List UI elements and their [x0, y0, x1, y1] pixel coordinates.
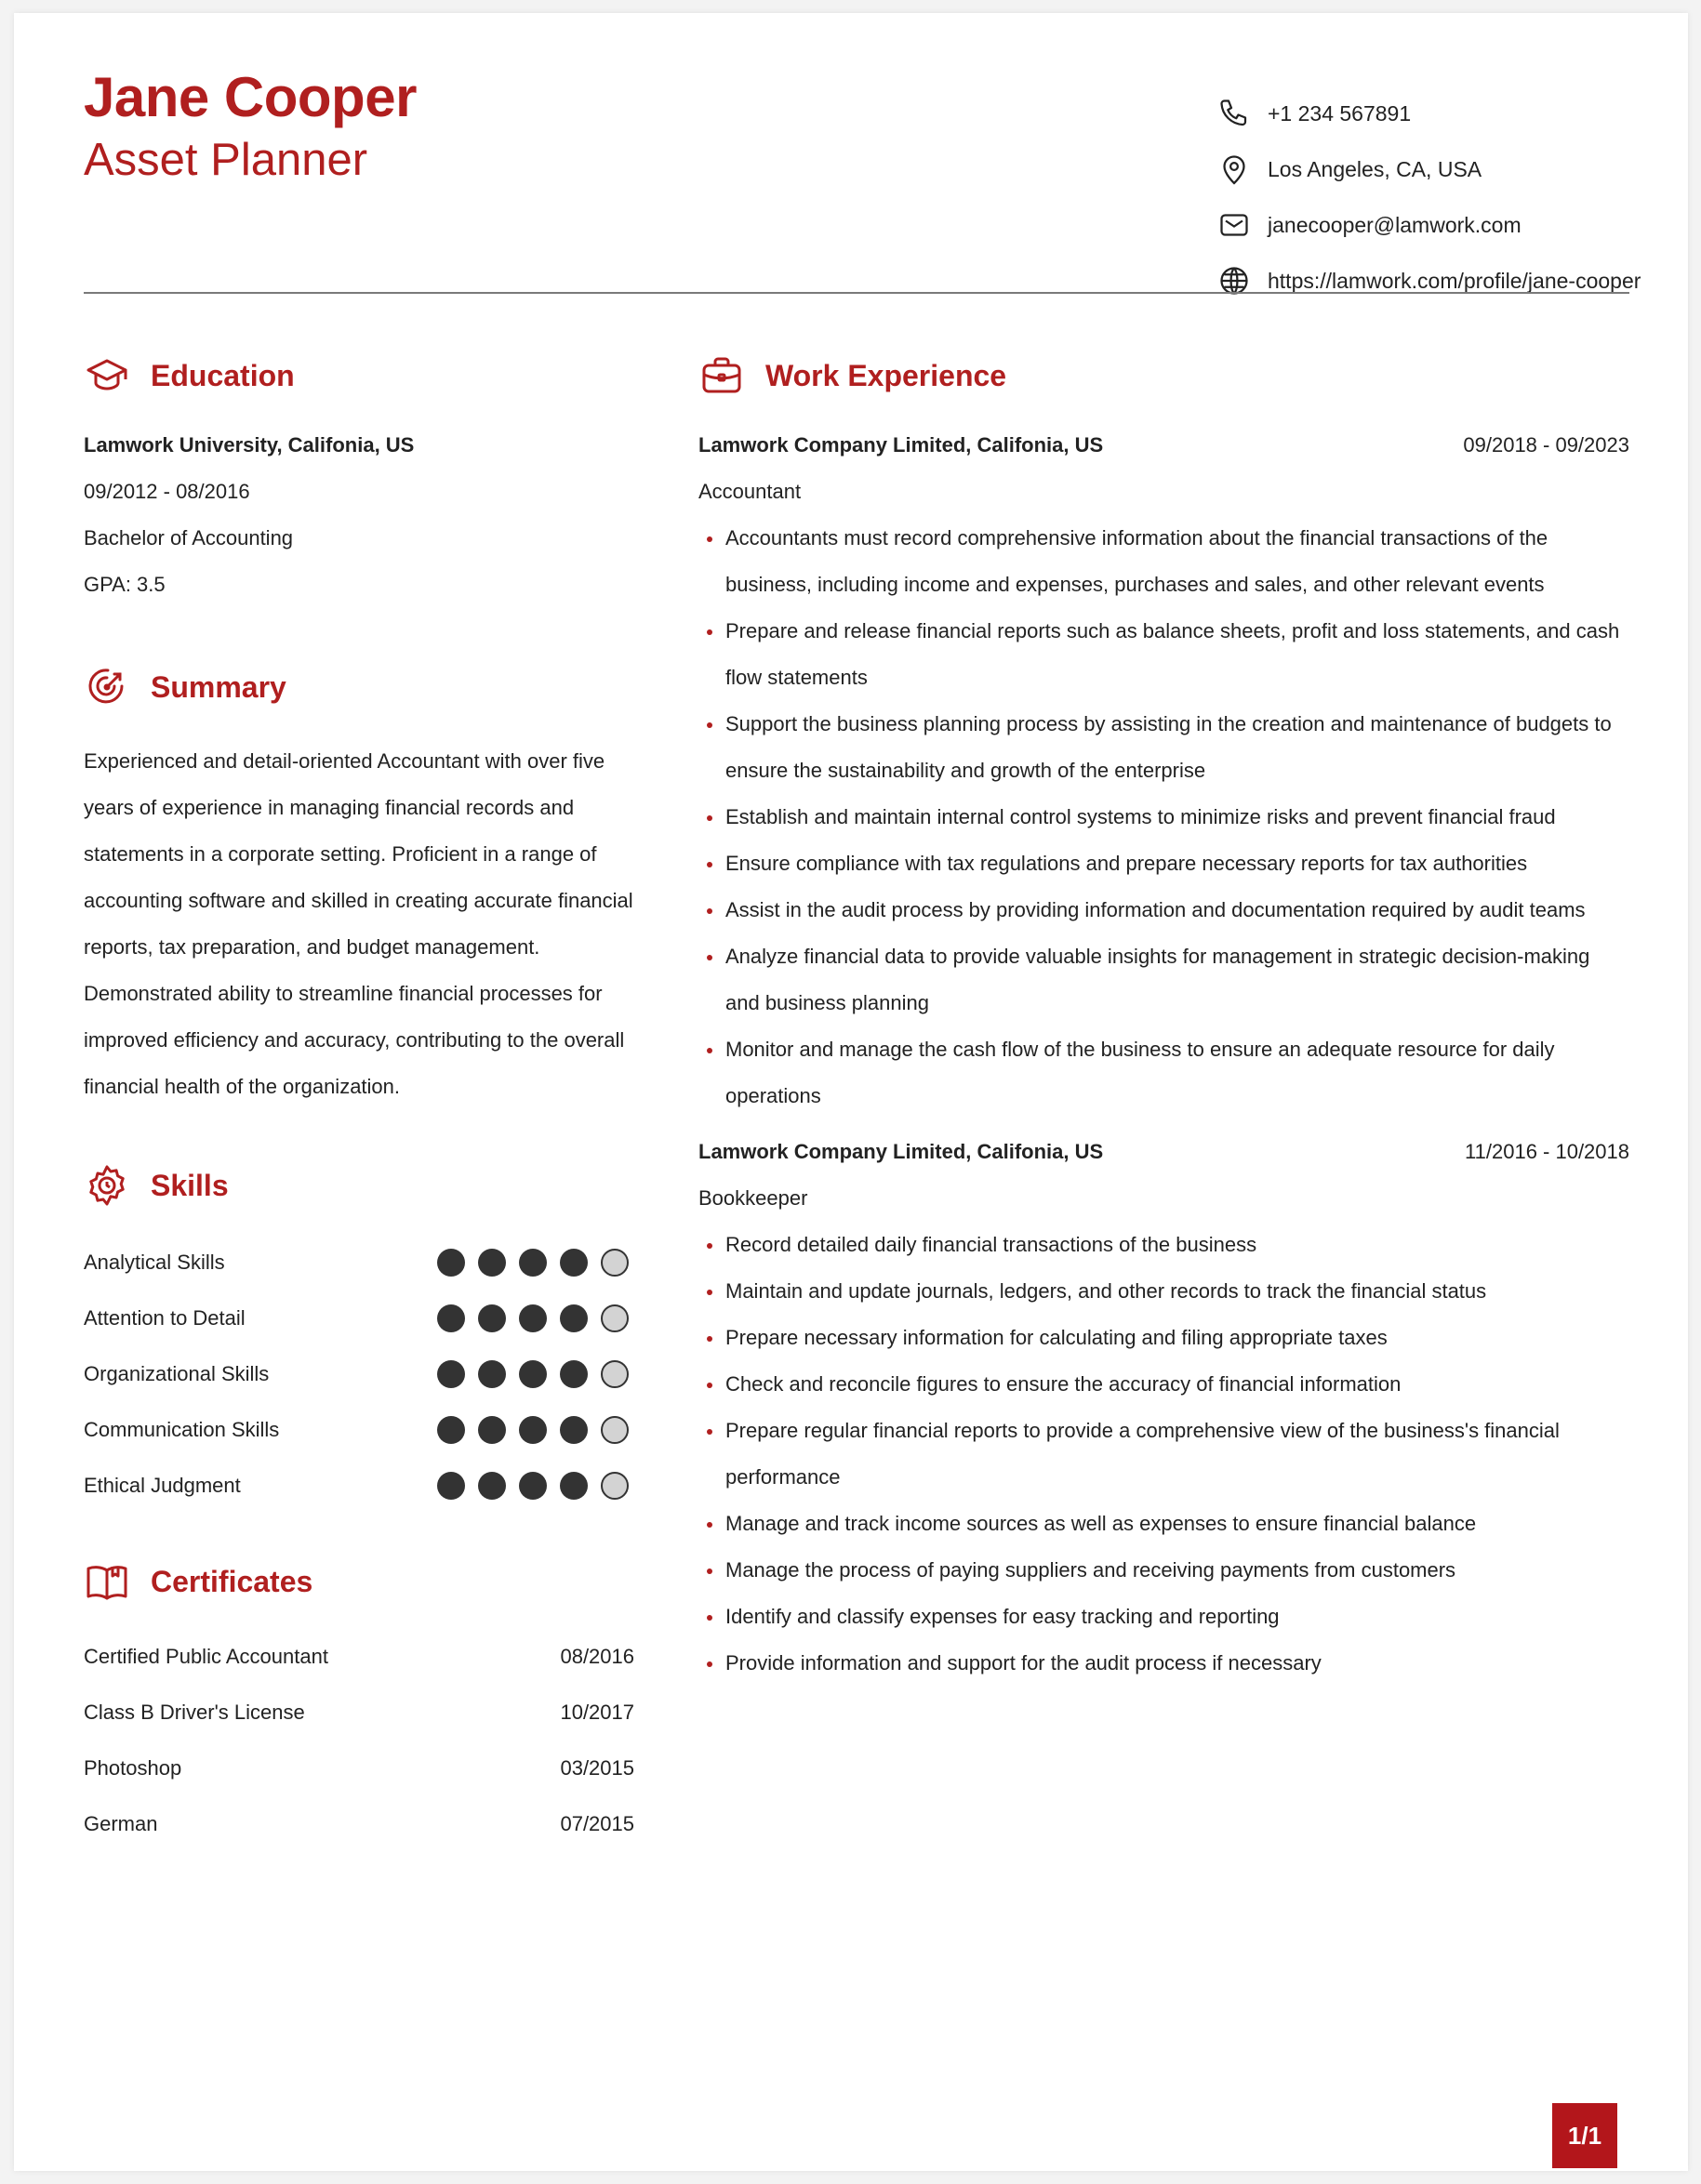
summary-text: Experienced and detail-oriented Accountant with over five years of experience in managing financial records and statements in a corporate setting. Proficient in a range of accounting software and skilled in creating accurate financial reports, tax preparation, and budget management. Demonstrated ability to streamline financial processes for improved efficiency and accuracy, contributing to the overall financial health of the organization.	[84, 749, 633, 1098]
contact-email-link[interactable]: janecooper@lamwork.com	[1268, 212, 1522, 237]
skill-label: Communication Skills	[84, 1418, 280, 1441]
work-experience-heading	[698, 352, 1006, 399]
job-bullet: Maintain and update journals, ledgers, and other records to track the financial status	[698, 1268, 1629, 1315]
job-dates: 11/2016 - 10/2018	[1465, 1140, 1629, 1163]
certificate-date: 03/2015	[560, 1756, 634, 1780]
job-bullet: Manage the process of paying suppliers and receiving payments from customers	[698, 1547, 1629, 1594]
job-company: Lamwork Company Limited, Califonia, US	[698, 1140, 1104, 1163]
contact-phone-text: +1 234 567891	[1268, 100, 1412, 126]
job-header	[698, 1140, 1629, 1164]
rating-dot-empty	[601, 1472, 629, 1500]
job-bullet: Assist in the audit process by providing information and documentation required by audit teams	[698, 887, 1629, 933]
skills-title: Skills	[151, 1168, 229, 1202]
rating-dot-filled	[560, 1304, 588, 1332]
rating-dot-filled	[519, 1249, 547, 1277]
rating-dot-filled	[519, 1360, 547, 1388]
job-title: Accountant	[698, 480, 802, 503]
certificates-title: Certificates	[151, 1564, 313, 1598]
certificate-row	[84, 1629, 634, 1685]
gear-icon	[84, 1162, 130, 1209]
rating-dot-filled	[560, 1472, 588, 1500]
job-bullet: Accountants must record comprehensive information about the financial transactions of the business, including income and expenses, purchases and sales, and other relevant events	[698, 515, 1629, 608]
skill-row	[84, 1291, 651, 1346]
contact-list	[1216, 86, 1641, 309]
skill-row	[84, 1458, 651, 1514]
skills-list	[84, 1235, 651, 1514]
job-title: Bookkeeper	[698, 1186, 808, 1210]
job-bullet: Identify and classify expenses for easy tracking and reporting	[698, 1594, 1629, 1640]
certificate-name: German	[84, 1812, 158, 1835]
skill-rating	[437, 1249, 642, 1277]
job-bullet: Prepare regular financial reports to provide a comprehensive view of the business's financial performance	[698, 1408, 1629, 1501]
work-experience-title: Work Experience	[765, 358, 1007, 392]
certificates-list	[84, 1629, 634, 1852]
job-bullets	[698, 515, 1629, 1119]
education-gpa: GPA: 3.5	[84, 573, 166, 596]
skill-rating	[437, 1304, 642, 1332]
rating-dot-empty	[601, 1416, 629, 1444]
contact-website-link[interactable]: https://lamwork.com/profile/jane-cooper	[1268, 268, 1641, 293]
skill-rating	[437, 1416, 642, 1444]
certificate-name: Certified Public Accountant	[84, 1645, 328, 1668]
summary-heading	[84, 664, 286, 710]
rating-dot-filled	[519, 1416, 547, 1444]
skill-label: Attention to Detail	[84, 1306, 246, 1330]
contact-email[interactable]	[1216, 197, 1641, 253]
rating-dot-filled	[437, 1360, 465, 1388]
certificate-row	[84, 1685, 634, 1741]
skill-label: Ethical Judgment	[84, 1474, 241, 1497]
job-company: Lamwork Company Limited, Califonia, US	[698, 433, 1104, 457]
certificate-name: Class B Driver's License	[84, 1701, 305, 1724]
job-bullet: Ensure compliance with tax regulations and prepare necessary reports for tax authorities	[698, 841, 1629, 887]
rating-dot-filled	[560, 1249, 588, 1277]
job-bullet: Prepare necessary information for calculating and filing appropriate taxes	[698, 1315, 1629, 1361]
skill-label: Organizational Skills	[84, 1362, 270, 1385]
header-divider	[84, 292, 1629, 294]
candidate-role: Asset Planner	[84, 135, 368, 185]
job-bullets	[698, 1222, 1629, 1687]
certificate-row	[84, 1741, 634, 1796]
job-bullet: Establish and maintain internal control systems to minimize risks and prevent financial fraud	[698, 794, 1629, 841]
certificate-date: 08/2016	[560, 1645, 634, 1668]
certificate-date: 10/2017	[560, 1701, 634, 1724]
job-bullet: Analyze financial data to provide valuable insights for management in strategic decision-making and business planning	[698, 933, 1629, 1026]
contact-location-text: Los Angeles, CA, USA	[1268, 156, 1482, 181]
education-heading	[84, 352, 295, 399]
contact-website[interactable]	[1216, 253, 1641, 309]
graduation-cap-icon	[84, 352, 130, 399]
job-dates: 09/2018 - 09/2023	[1463, 433, 1629, 457]
rating-dot-filled	[560, 1360, 588, 1388]
rating-dot-empty	[601, 1360, 629, 1388]
rating-dot-filled	[519, 1304, 547, 1332]
education-title: Education	[151, 358, 295, 392]
resume-page	[14, 13, 1688, 2171]
skill-row	[84, 1402, 651, 1458]
skills-heading	[84, 1162, 229, 1209]
summary-title: Summary	[151, 669, 286, 704]
book-icon	[84, 1558, 130, 1605]
location-pin-icon	[1216, 152, 1252, 187]
job-bullet: Check and reconcile figures to ensure the accuracy of financial information	[698, 1361, 1629, 1408]
rating-dot-filled	[560, 1416, 588, 1444]
rating-dot-filled	[478, 1304, 506, 1332]
education-school: Lamwork University, Califonia, US	[84, 433, 415, 457]
rating-dot-filled	[437, 1472, 465, 1500]
rating-dot-filled	[437, 1416, 465, 1444]
rating-dot-filled	[478, 1360, 506, 1388]
rating-dot-filled	[478, 1472, 506, 1500]
certificate-name: Photoshop	[84, 1756, 182, 1780]
rating-dot-filled	[519, 1472, 547, 1500]
job-bullet: Prepare and release financial reports such as balance sheets, profit and loss statements, and cash flow statements	[698, 608, 1629, 701]
job-header	[698, 433, 1629, 457]
rating-dot-filled	[437, 1304, 465, 1332]
job-bullet: Provide information and support for the audit process if necessary	[698, 1640, 1629, 1687]
target-icon	[84, 664, 130, 710]
skill-rating	[437, 1360, 642, 1388]
education-degree: Bachelor of Accounting	[84, 526, 294, 549]
rating-dot-empty	[601, 1249, 629, 1277]
skill-row	[84, 1235, 651, 1291]
education-dates: 09/2012 - 08/2016	[84, 480, 250, 503]
contact-location	[1216, 141, 1641, 197]
skill-row	[84, 1346, 651, 1402]
page-indicator: 1/1	[1552, 2103, 1617, 2168]
job-bullet: Support the business planning process by assisting in the creation and maintenance of budgets to ensure the sustainability and growth of the enterprise	[698, 701, 1629, 794]
certificates-heading	[84, 1558, 312, 1605]
job-bullet: Manage and track income sources as well as expenses to ensure financial balance	[698, 1501, 1629, 1547]
job-bullet: Monitor and manage the cash flow of the business to ensure an adequate resource for daily operations	[698, 1026, 1629, 1119]
rating-dot-filled	[478, 1249, 506, 1277]
skill-rating	[437, 1472, 642, 1500]
rating-dot-filled	[437, 1249, 465, 1277]
certificate-row	[84, 1796, 634, 1852]
contact-phone	[1216, 86, 1641, 141]
certificate-date: 07/2015	[560, 1812, 634, 1835]
candidate-name: Jane Cooper	[84, 66, 417, 128]
job-bullet: Record detailed daily financial transactions of the business	[698, 1222, 1629, 1268]
skill-label: Analytical Skills	[84, 1251, 225, 1274]
rating-dot-filled	[478, 1416, 506, 1444]
rating-dot-empty	[601, 1304, 629, 1332]
envelope-icon	[1216, 207, 1252, 243]
briefcase-icon	[698, 352, 745, 399]
phone-icon	[1216, 96, 1252, 131]
